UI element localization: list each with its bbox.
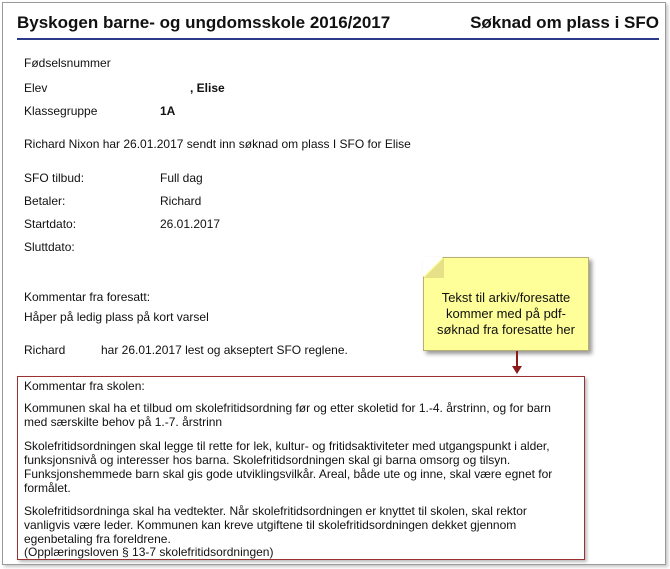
- elev-name: , Elise: [190, 81, 225, 95]
- note-fold-cutout: [423, 257, 443, 277]
- school-title: Byskogen barne- og ungdomsskole 2016/2017: [17, 13, 391, 32]
- callout-text: Tekst til arkiv/foresatte kommer med på pdf-søknad fra foresatte her: [436, 290, 575, 337]
- submission-line: Richard Nixon har 26.01.2017 sendt inn søknad om plass I SFO for Elise: [24, 137, 411, 151]
- form-title: Søknad om plass i SFO: [470, 13, 659, 32]
- sfo-tilbud-value: Full dag: [160, 171, 203, 185]
- fodselsnummer-label: Fødselsnummer: [24, 56, 111, 70]
- school-comment-label: Kommentar fra skolen:: [24, 379, 145, 393]
- betaler-label: Betaler:: [24, 194, 66, 208]
- sluttdato-label: Sluttdato:: [24, 240, 75, 254]
- school-comment-paragraph-1: Kommunen skal ha et tilbud om skolefritidsordning før og etter skoletid for 1.-4. årstrinn, og for barn med særskilte behov på 1.-7. årstrinn: [24, 401, 551, 429]
- sticky-note-callout: [423, 257, 589, 351]
- school-comment-box: [17, 376, 585, 560]
- callout-arrow-head: [512, 366, 522, 374]
- document-header: [17, 13, 659, 37]
- school-comment-paragraph-2: Skolefritidsordningen skal legge til rette for lek, kultur- og fritidsaktiviteter med utgangspunkt i alder, funksjonsnivå og interesser hos barna. Skolefritidsordningen skal gi barna omsorg og tilsyn. Funksjonshemmede barn skal gis gode utviklingsvilkår. Areal, både ute og inne, skal være egnet for formålet.: [24, 439, 553, 495]
- guardian-comment-label: Kommentar fra foresatt:: [24, 290, 151, 304]
- header-rule: [17, 38, 659, 40]
- document-page: [2, 2, 666, 565]
- school-comment-paragraph-4: (Opplæringsloven § 13-7 skolefritidsordningen): [24, 545, 274, 559]
- elev-label: Elev: [24, 81, 48, 95]
- klassegruppe-value: 1A: [160, 104, 176, 118]
- acceptance-name: Richard: [24, 343, 66, 357]
- startdato-label: Startdato:: [24, 217, 77, 231]
- startdato-value: 26.01.2017: [160, 217, 221, 231]
- guardian-comment-text: Håper på ledig plass på kort varsel: [24, 310, 209, 324]
- school-comment-paragraph-3: Skolefritidsordninga skal ha vedtekter. Når skolefritidsordningen er knyttet til skolen, skal rektor vanligvis være leder. Kommunen kan kreve utgiftene til skolefritidsordningen dekket gjennom egenbetaling fra foreldrene.: [24, 504, 527, 546]
- acceptance-text: har 26.01.2017 lest og akseptert SFO reglene.: [101, 343, 348, 357]
- sfo-tilbud-label: SFO tilbud:: [24, 171, 85, 185]
- klassegruppe-label: Klassegruppe: [24, 104, 98, 118]
- callout-arrow-line: [516, 351, 518, 367]
- betaler-value: Richard: [160, 194, 202, 208]
